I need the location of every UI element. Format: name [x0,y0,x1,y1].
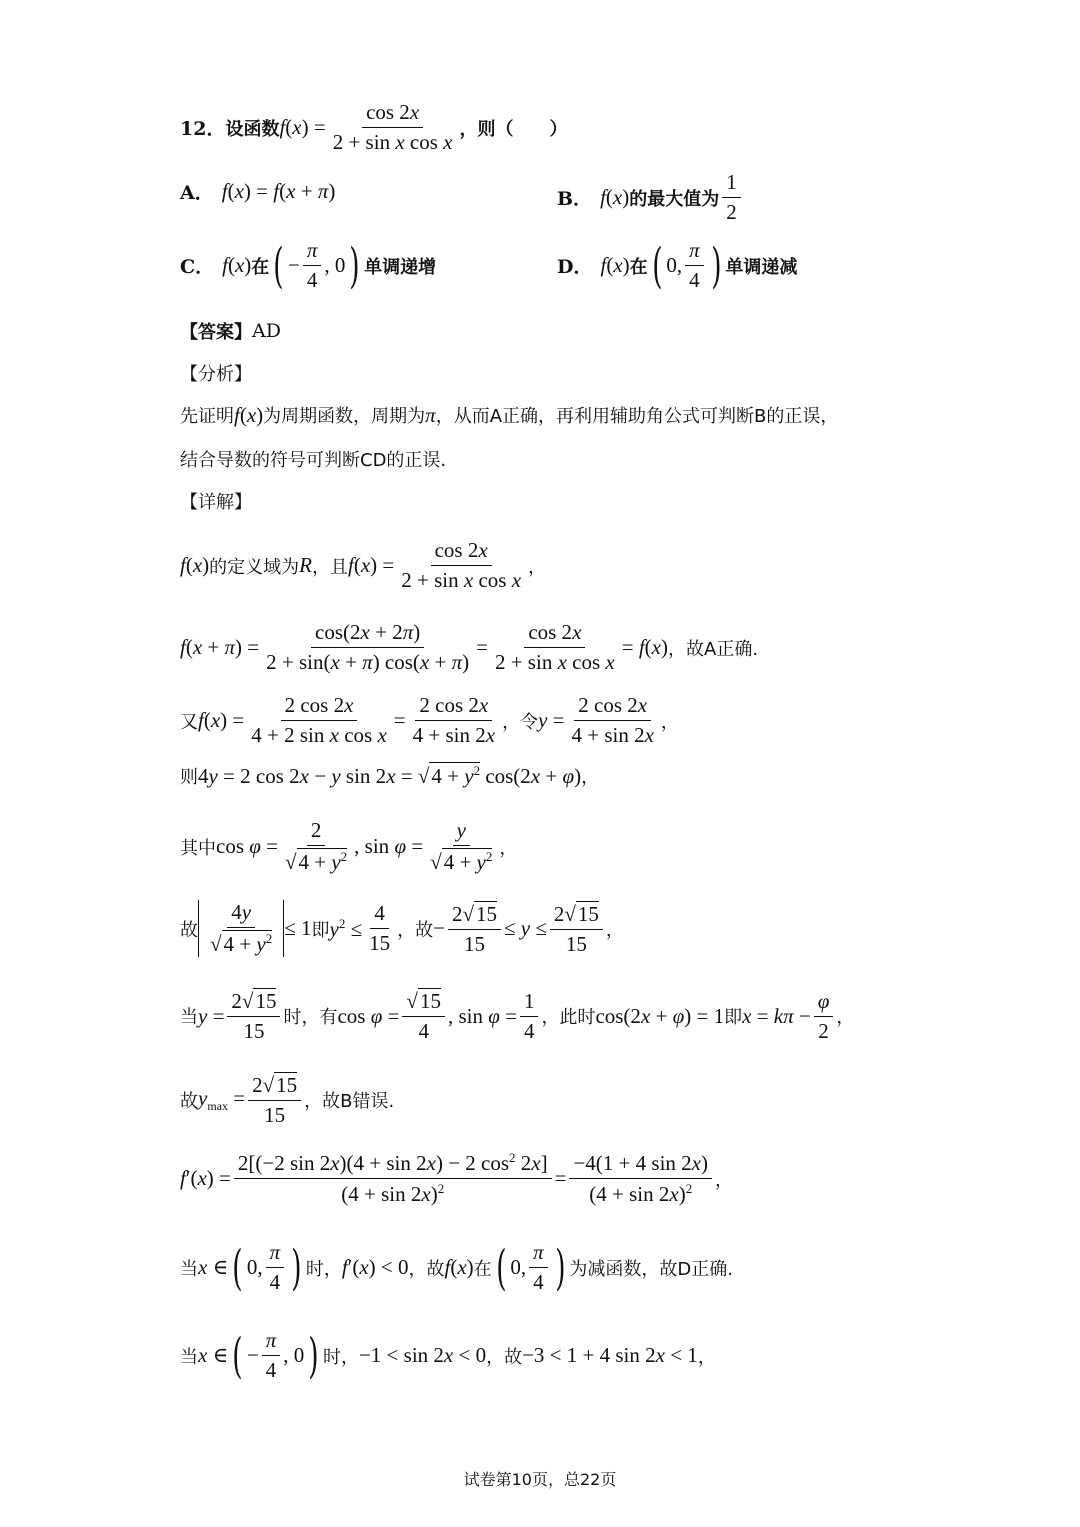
detail-line-6: 故 $\frac{4y}{√4 + y^2}$ ≤ 1 即 $y^2$ ≤ $\frac{4}{15}$ ，故 − $\frac{2√15}{15}$ ≤ y ≤ $\frac{2√15}{15}$ ， [180,900,624,956]
question-stem-suffix: ，则（ ） [459,118,568,140]
question-stem-prefix: 设函数 [225,118,280,140]
answer-line [180,318,281,344]
detail-line-4: 则 4y = 2 cos 2x − y $\sin 2x = √4 + y^2$ cos(2x + φ) ， [180,763,600,788]
option-c: C． f(x) 在 ( − $\frac{\pi}{4}$ , 0 ) 单调递增 [180,237,437,294]
page-footer: 试卷第10页，总22页 [463,1470,617,1489]
detail-line-3: 又 f(x) = $\frac{2 \cos 2x}{\text{4 + 2 sin x cos x}}$ = $\frac{2 \cos 2x}{4 + \sin 2x}$ ，令 y = $\frac{2 \cos 2x}{4 + \sin 2x}$ ， [180,693,679,747]
option-a: A． f(x) = f(x + π) [180,179,336,204]
answer-value: AD [252,320,281,342]
option-d: D． f(x) 在 ( 0, $\frac{\pi}{4}$ ) 单调递减 [557,237,798,294]
detail-line-2: f(x + π) = $\frac{\cos(2x + 2\pi)}{2 + \sin(x + \pi) \cos(x + \pi)}$ = $\frac{\cos 2x}{\text{2 + sin x cos x}}$ = f(x) ，故A正确. [180,620,759,674]
analysis-line-2: 结合导数的符号可判断CD的正误. [180,450,447,471]
option-b: B． f(x) 的最大值为 $\frac{1}{2}$ [557,170,744,225]
analysis-heading: 【分析】 [180,364,252,385]
detail-line-10: 当 x ∈ ( 0, $\frac{\pi}{4}$ ) 时， f′(x) < 0 ，故 f(x) 在 ( 0, $\frac{\pi}{4}$ ) 为减函数，故D正确. [180,1239,733,1296]
detail-line-1: f(x) 的定义域为 R ，且 f(x) = $\frac{\cos 2x}{\text{2 + sin x cos x}}$ ， [180,538,547,592]
detail-heading: 【详解】 [180,492,252,513]
detail-line-9: f′(x) = $\frac{2[(-2 \sin 2x)(4 + \sin 2x) - 2 \cos^2 2x]}{(4 + \sin 2x)^2}$ = $\frac{-4(1 + 4 \sin 2x)}{(4 + \sin 2x)^2}$ ， [180,1150,733,1206]
detail-line-7: 当 y = $\frac{2√15}{15}$ 时，有 cos φ = $\frac{√15}{4}$ , sin φ = $\frac{1}{4}$ ，此时 cos(2x + φ) = 1 即 x = kπ − $\frac{\varphi}{2}$ ， [180,988,855,1043]
detail-line-8: 故 $y_{max}$ = $\frac{2√15}{15}$ ，故B错误. [180,1073,395,1127]
analysis-line-1: 先证明 f(x) 为周期函数，周期为 π ，从而A正确，再利用辅助角公式可判断B的正误， [180,402,839,427]
question-number: 12． [180,118,226,140]
detail-line-11: 当 x ∈ ( − $\frac{\pi}{4}$ , 0 ) 时， −1 < sin 2x < 0 ，故 −3 < 1 + 4 sin 2x < 1 ， [180,1327,716,1384]
detail-line-5: 其中 cos φ = $\frac{2}{√4 + y^2}$ , sin φ = $\frac{y}{√4 + y^2}$ ， [180,818,518,874]
answer-heading: 【答案】 [180,322,252,343]
question-stem: 12． 设函数 f(x) = $\frac{\cos 2x}{\text{2 + sin x cos x}}$ ，则（ ） [180,100,568,154]
